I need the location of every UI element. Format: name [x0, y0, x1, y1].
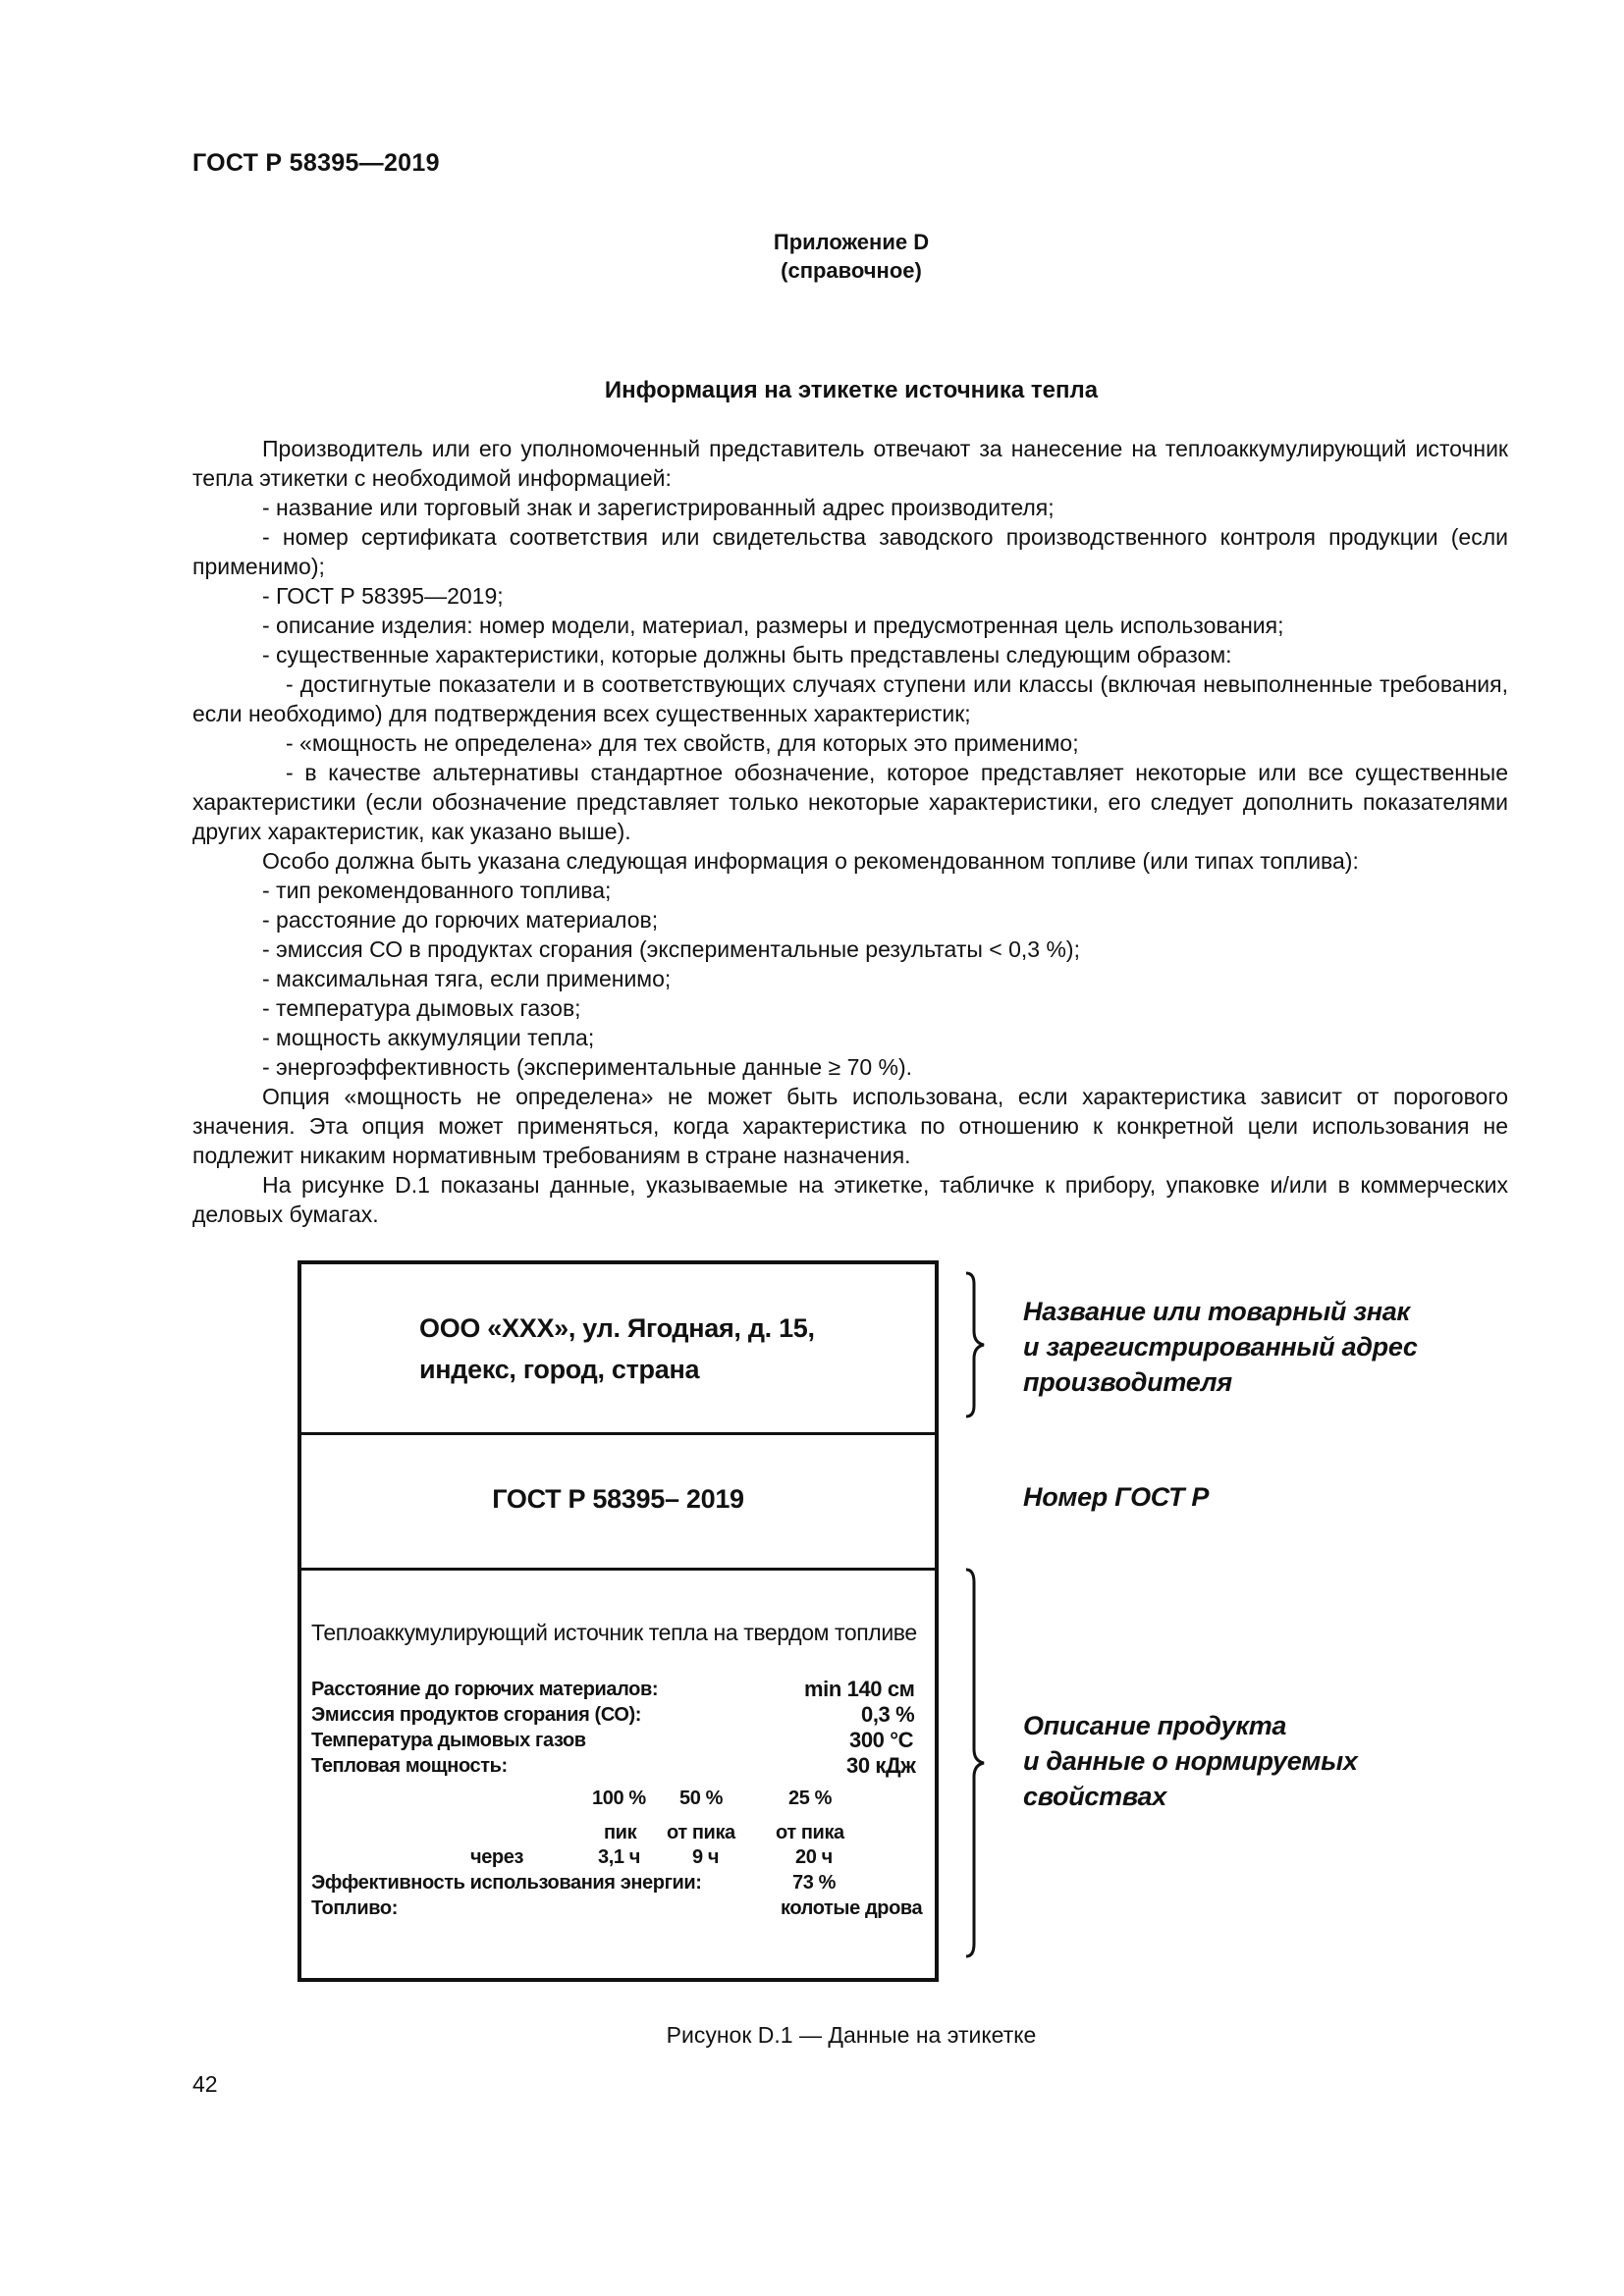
list-item: - максимальная тяга, если применимо;: [262, 966, 672, 991]
annex-heading: [0, 228, 1624, 285]
annex-type: (справочное): [781, 258, 922, 283]
label-product: Теплоаккумулирующий источник тепла на твердом топливе: [311, 1620, 917, 1645]
annotation-line: Описание продукта: [1023, 1711, 1287, 1740]
paragraph: Особо должна быть указана следующая информация о рекомендованном топливе (или типах топлива):: [262, 848, 1359, 874]
label-address-line: ООО «XXX», ул. Ягодная, д. 15,: [419, 1313, 815, 1343]
annotation-line: Название или товарный знак: [1023, 1297, 1410, 1326]
label-time-3: 20 ч: [795, 1846, 833, 1868]
paragraph: Производитель или его уполномоченный представитель отвечают за нанесение на теплоаккумулирующий источник тепла этикетки с необходимой информацией:: [192, 436, 1508, 491]
body-text: [192, 434, 1508, 1229]
list-item: - существенные характеристики, которые должны быть представлены следующим образом:: [262, 642, 1232, 667]
annex-title: Приложение D: [773, 230, 930, 254]
list-item: - энергоэффективность (экспериментальные данные ≥ 70 %).: [262, 1054, 913, 1080]
annotation-manufacturer: [1023, 1294, 1418, 1400]
annotation-line: свойствах: [1023, 1782, 1166, 1811]
label-time-2: 9 ч: [692, 1846, 720, 1868]
page-number: 42: [192, 2071, 218, 2097]
document-code: ГОСТ Р 58395—2019: [192, 149, 440, 177]
label-distance-value: min 140 см: [804, 1677, 915, 1701]
label-power-label: Тепловая мощность:: [311, 1755, 508, 1777]
label-pct-25: 25 %: [788, 1788, 832, 1809]
label-eff-value: 73 %: [792, 1872, 836, 1894]
label-peak: пик: [604, 1822, 637, 1843]
paragraph: Опция «мощность не определена» не может быть использована, если характеристика зависит от порогового значения. Эта опция может применяться, когда характеристика по отношению к конкретной цели использования не подлежит никаким нормативным требованиям в стране назначения.: [192, 1084, 1508, 1168]
label-fuel-label: Топливо:: [311, 1897, 398, 1919]
label-distance-label: Расстояние до горючих материалов:: [311, 1679, 659, 1700]
label-fuel-value: колотые дрова: [781, 1897, 923, 1919]
label-temp-label: Температура дымовых газов: [311, 1730, 586, 1751]
annotation-line: и данные о нормируемых: [1023, 1746, 1358, 1776]
label-pct-100: 100 %: [592, 1788, 646, 1809]
annotation-line: производителя: [1023, 1367, 1232, 1397]
label-figure: [298, 1260, 939, 1982]
label-time-1: 3,1 ч: [598, 1846, 640, 1868]
list-item: - тип рекомендованного топлива;: [262, 878, 612, 903]
label-emission-value: 0,3 %: [861, 1702, 915, 1727]
label-address-line: индекс, город, страна: [419, 1355, 700, 1384]
paragraph: На рисунке D.1 показаны данные, указываемые на этикетке, табличке к прибору, упаковке и/или в коммерческих деловых бумагах.: [192, 1172, 1508, 1227]
figure-caption: Рисунок D.1 — Данные на этикетке: [666, 2022, 1037, 2048]
section-title: Информация на этикетке источника тепла: [604, 377, 1099, 403]
sublist-item: - «мощность не определена» для тех свойств, для которых это применимо;: [286, 730, 1079, 756]
list-item: - номер сертификата соответствия или свидетельства заводского производственного контроля продукции (если применимо);: [192, 524, 1508, 579]
label-address: [419, 1308, 815, 1390]
label-from-peak: от пика: [776, 1822, 844, 1843]
label-temp-value: 300 °С: [849, 1728, 914, 1752]
label-emission-label: Эмиссия продуктов сгорания (СО):: [311, 1704, 642, 1726]
curly-brace-icon: [962, 1567, 992, 1959]
sublist-item: - в качестве альтернативы стандартное обозначение, которое представляет некоторые или все существенные характеристики (если обозначение представляет только некоторые характеристики, его следует дополнить показателями других характеристик, как указано выше).: [192, 760, 1508, 844]
list-item: - температура дымовых газов;: [262, 995, 581, 1021]
list-item: - ГОСТ Р 58395—2019;: [262, 583, 504, 609]
annotation-line: и зарегистрированный адрес: [1023, 1332, 1418, 1362]
label-from-peak: от пика: [667, 1822, 735, 1843]
list-item: - эмиссия СО в продуктах сгорания (экспериментальные результаты < 0,3 %);: [262, 936, 1080, 962]
label-divider: [301, 1568, 935, 1571]
list-item: - мощность аккумуляции тепла;: [262, 1025, 595, 1050]
label-power-value: 30 кДж: [846, 1753, 916, 1778]
list-item: - описание изделия: номер модели, материал, размеры и предусмотренная цель использования;: [262, 613, 1284, 638]
annotation-gost-number: Номер ГОСТ Р: [1023, 1482, 1210, 1512]
list-item: - название или торговый знак и зарегистрированный адрес производителя;: [262, 495, 1055, 520]
label-after: через: [470, 1846, 524, 1868]
label-gost: ГОСТ Р 58395– 2019: [492, 1484, 744, 1514]
sublist-item: - достигнутые показатели и в соответствующих случаях ступени или классы (включая невыполненные требования, если необходимо) для подтверждения всех существенных характеристик;: [192, 671, 1508, 726]
label-eff-label: Эффективность использования энергии:: [311, 1872, 702, 1894]
curly-brace-icon: [962, 1270, 992, 1419]
label-divider: [301, 1432, 935, 1435]
label-pct-50: 50 %: [679, 1788, 723, 1809]
annotation-product: [1023, 1708, 1358, 1814]
list-item: - расстояние до горючих материалов;: [262, 907, 659, 933]
